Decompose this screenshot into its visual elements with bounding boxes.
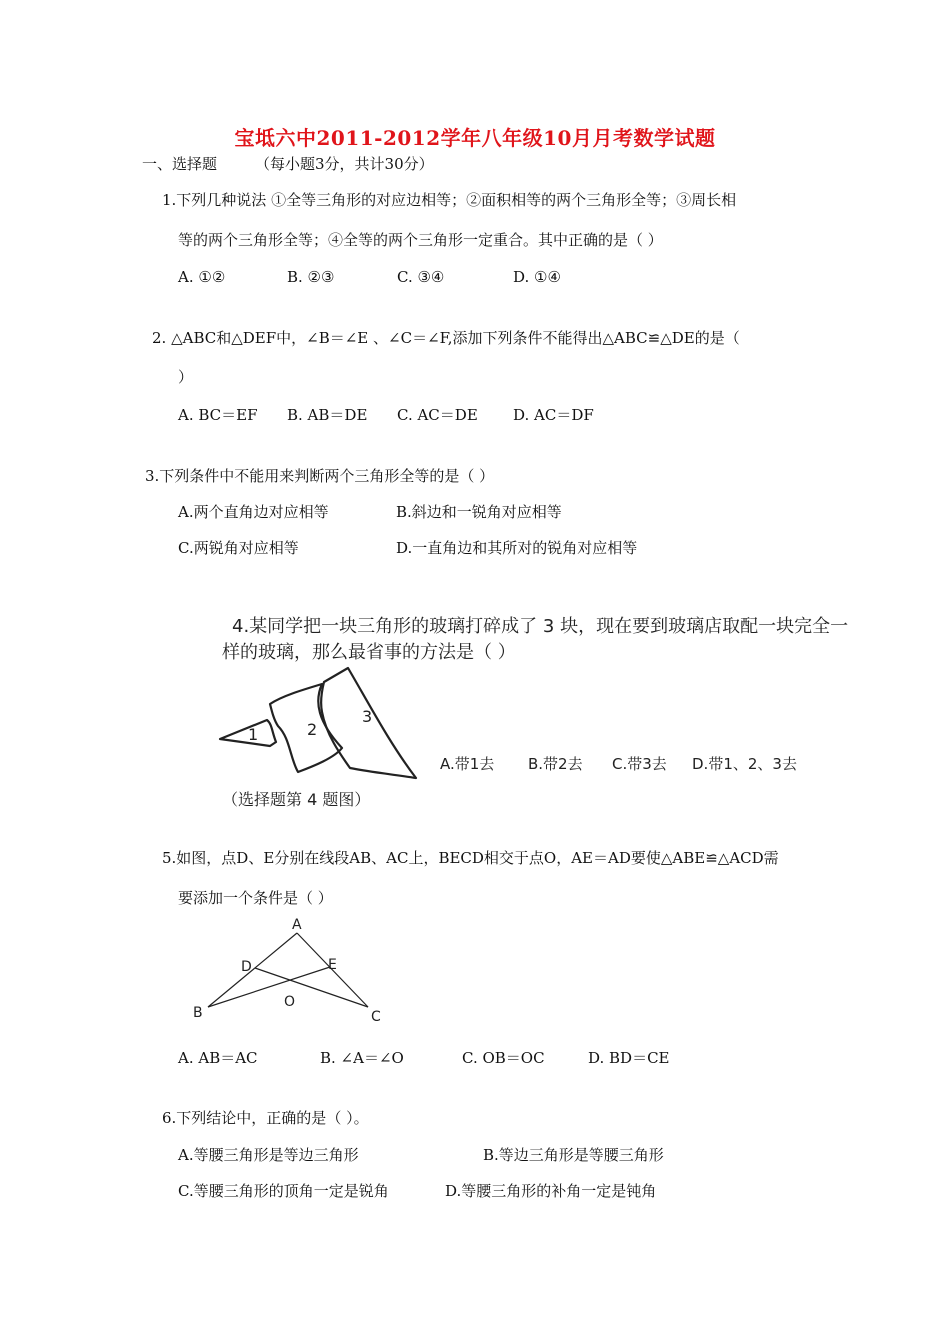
glass-pieces-figure <box>210 662 430 784</box>
q1-option-d[interactable]: D. ①④ <box>513 268 561 286</box>
q5-option-a[interactable]: A. AB＝AC <box>178 1049 258 1067</box>
piece-label-3: 3 <box>362 707 373 726</box>
q1-option-c[interactable]: C. ③④ <box>397 268 445 286</box>
q3-option-d[interactable]: D.一直角边和其所对的锐角对应相等 <box>396 539 638 557</box>
q2-stem-line2: ） <box>178 368 194 386</box>
q4-stem-line2: 样的玻璃，那么最省事的方法是（ ） <box>222 642 516 663</box>
q2-option-a[interactable]: A. BC＝EF <box>178 406 258 424</box>
q3-option-c[interactable]: C.两锐角对应相等 <box>178 539 299 557</box>
q3-option-b[interactable]: B.斜边和一锐角对应相等 <box>396 503 562 521</box>
q2-option-b[interactable]: B. AB＝DE <box>287 406 368 424</box>
q4-figure-caption: （选择题第 4 题图） <box>222 790 371 809</box>
q4-option-d[interactable]: D.带1、2、3去 <box>692 755 797 773</box>
q2-option-c[interactable]: C. AC＝DE <box>397 406 478 424</box>
section-heading: 一、选择题 <box>142 155 218 173</box>
glass-piece-2 <box>270 684 342 772</box>
q5-stem-line2: 要添加一个条件是（ ） <box>178 889 333 907</box>
q4-option-a[interactable]: A.带1去 <box>440 755 495 773</box>
piece-label-2: 2 <box>307 720 318 739</box>
point-label-a: A <box>292 917 302 933</box>
q6-option-a[interactable]: A.等腰三角形是等边三角形 <box>178 1146 359 1164</box>
q1-stem-line1: 1.下列几种说法 ①全等三角形的对应边相等；②面积相等的两个三角形全等；③周长相 <box>162 191 737 209</box>
piece-label-1: 1 <box>248 725 259 744</box>
q6-option-b[interactable]: B.等边三角形是等腰三角形 <box>483 1146 664 1164</box>
q4-stem-line1: 4.某同学把一块三角形的玻璃打碎成了 3 块，现在要到玻璃店取配一块完全一 <box>232 616 849 637</box>
point-label-d: D <box>241 959 252 975</box>
section-score-note: （每小题3分，共计30分） <box>255 155 434 173</box>
triangle-figure <box>185 915 395 1030</box>
point-label-c: C <box>371 1009 381 1025</box>
q3-stem: 3.下列条件中不能用来判断两个三角形全等的是（ ） <box>145 467 495 485</box>
q4-option-c[interactable]: C.带3去 <box>612 755 667 773</box>
q2-stem-line1: 2. △ABC和△DEF中，∠B＝∠E 、∠C＝∠F,添加下列条件不能得出△ABC≌△DE的是（ <box>152 329 740 347</box>
segment-cd <box>255 968 368 1007</box>
point-label-b: B <box>193 1005 203 1021</box>
q5-option-b[interactable]: B. ∠A＝∠O <box>320 1049 404 1067</box>
q6-stem: 6.下列结论中，正确的是（ ）。 <box>162 1109 369 1127</box>
q5-option-c[interactable]: C. OB＝OC <box>462 1049 545 1067</box>
point-label-o: O <box>284 994 296 1010</box>
q6-option-d[interactable]: D.等腰三角形的补角一定是钝角 <box>445 1182 657 1200</box>
q1-stem-line2: 等的两个三角形全等；④全等的两个三角形一定重合。其中正确的是（ ） <box>178 231 663 249</box>
q2-option-d[interactable]: D. AC＝DF <box>513 406 594 424</box>
point-label-e: E <box>328 957 337 973</box>
q1-option-b[interactable]: B. ②③ <box>287 268 335 286</box>
q6-option-c[interactable]: C.等腰三角形的顶角一定是锐角 <box>178 1182 389 1200</box>
page-title: 宝坻六中2011-2012学年八年级10月月考数学试题 <box>234 126 716 150</box>
q1-option-a[interactable]: A. ①② <box>178 268 226 286</box>
q4-option-b[interactable]: B.带2去 <box>528 755 583 773</box>
q5-stem-line1: 5.如图，点D、E分别在线段AB、AC上，BECD相交于点O，AE＝AD要使△ABE≌△ACD需 <box>162 849 779 867</box>
q5-option-d[interactable]: D. BD＝CE <box>588 1049 670 1067</box>
q3-option-a[interactable]: A.两个直角边对应相等 <box>178 503 329 521</box>
